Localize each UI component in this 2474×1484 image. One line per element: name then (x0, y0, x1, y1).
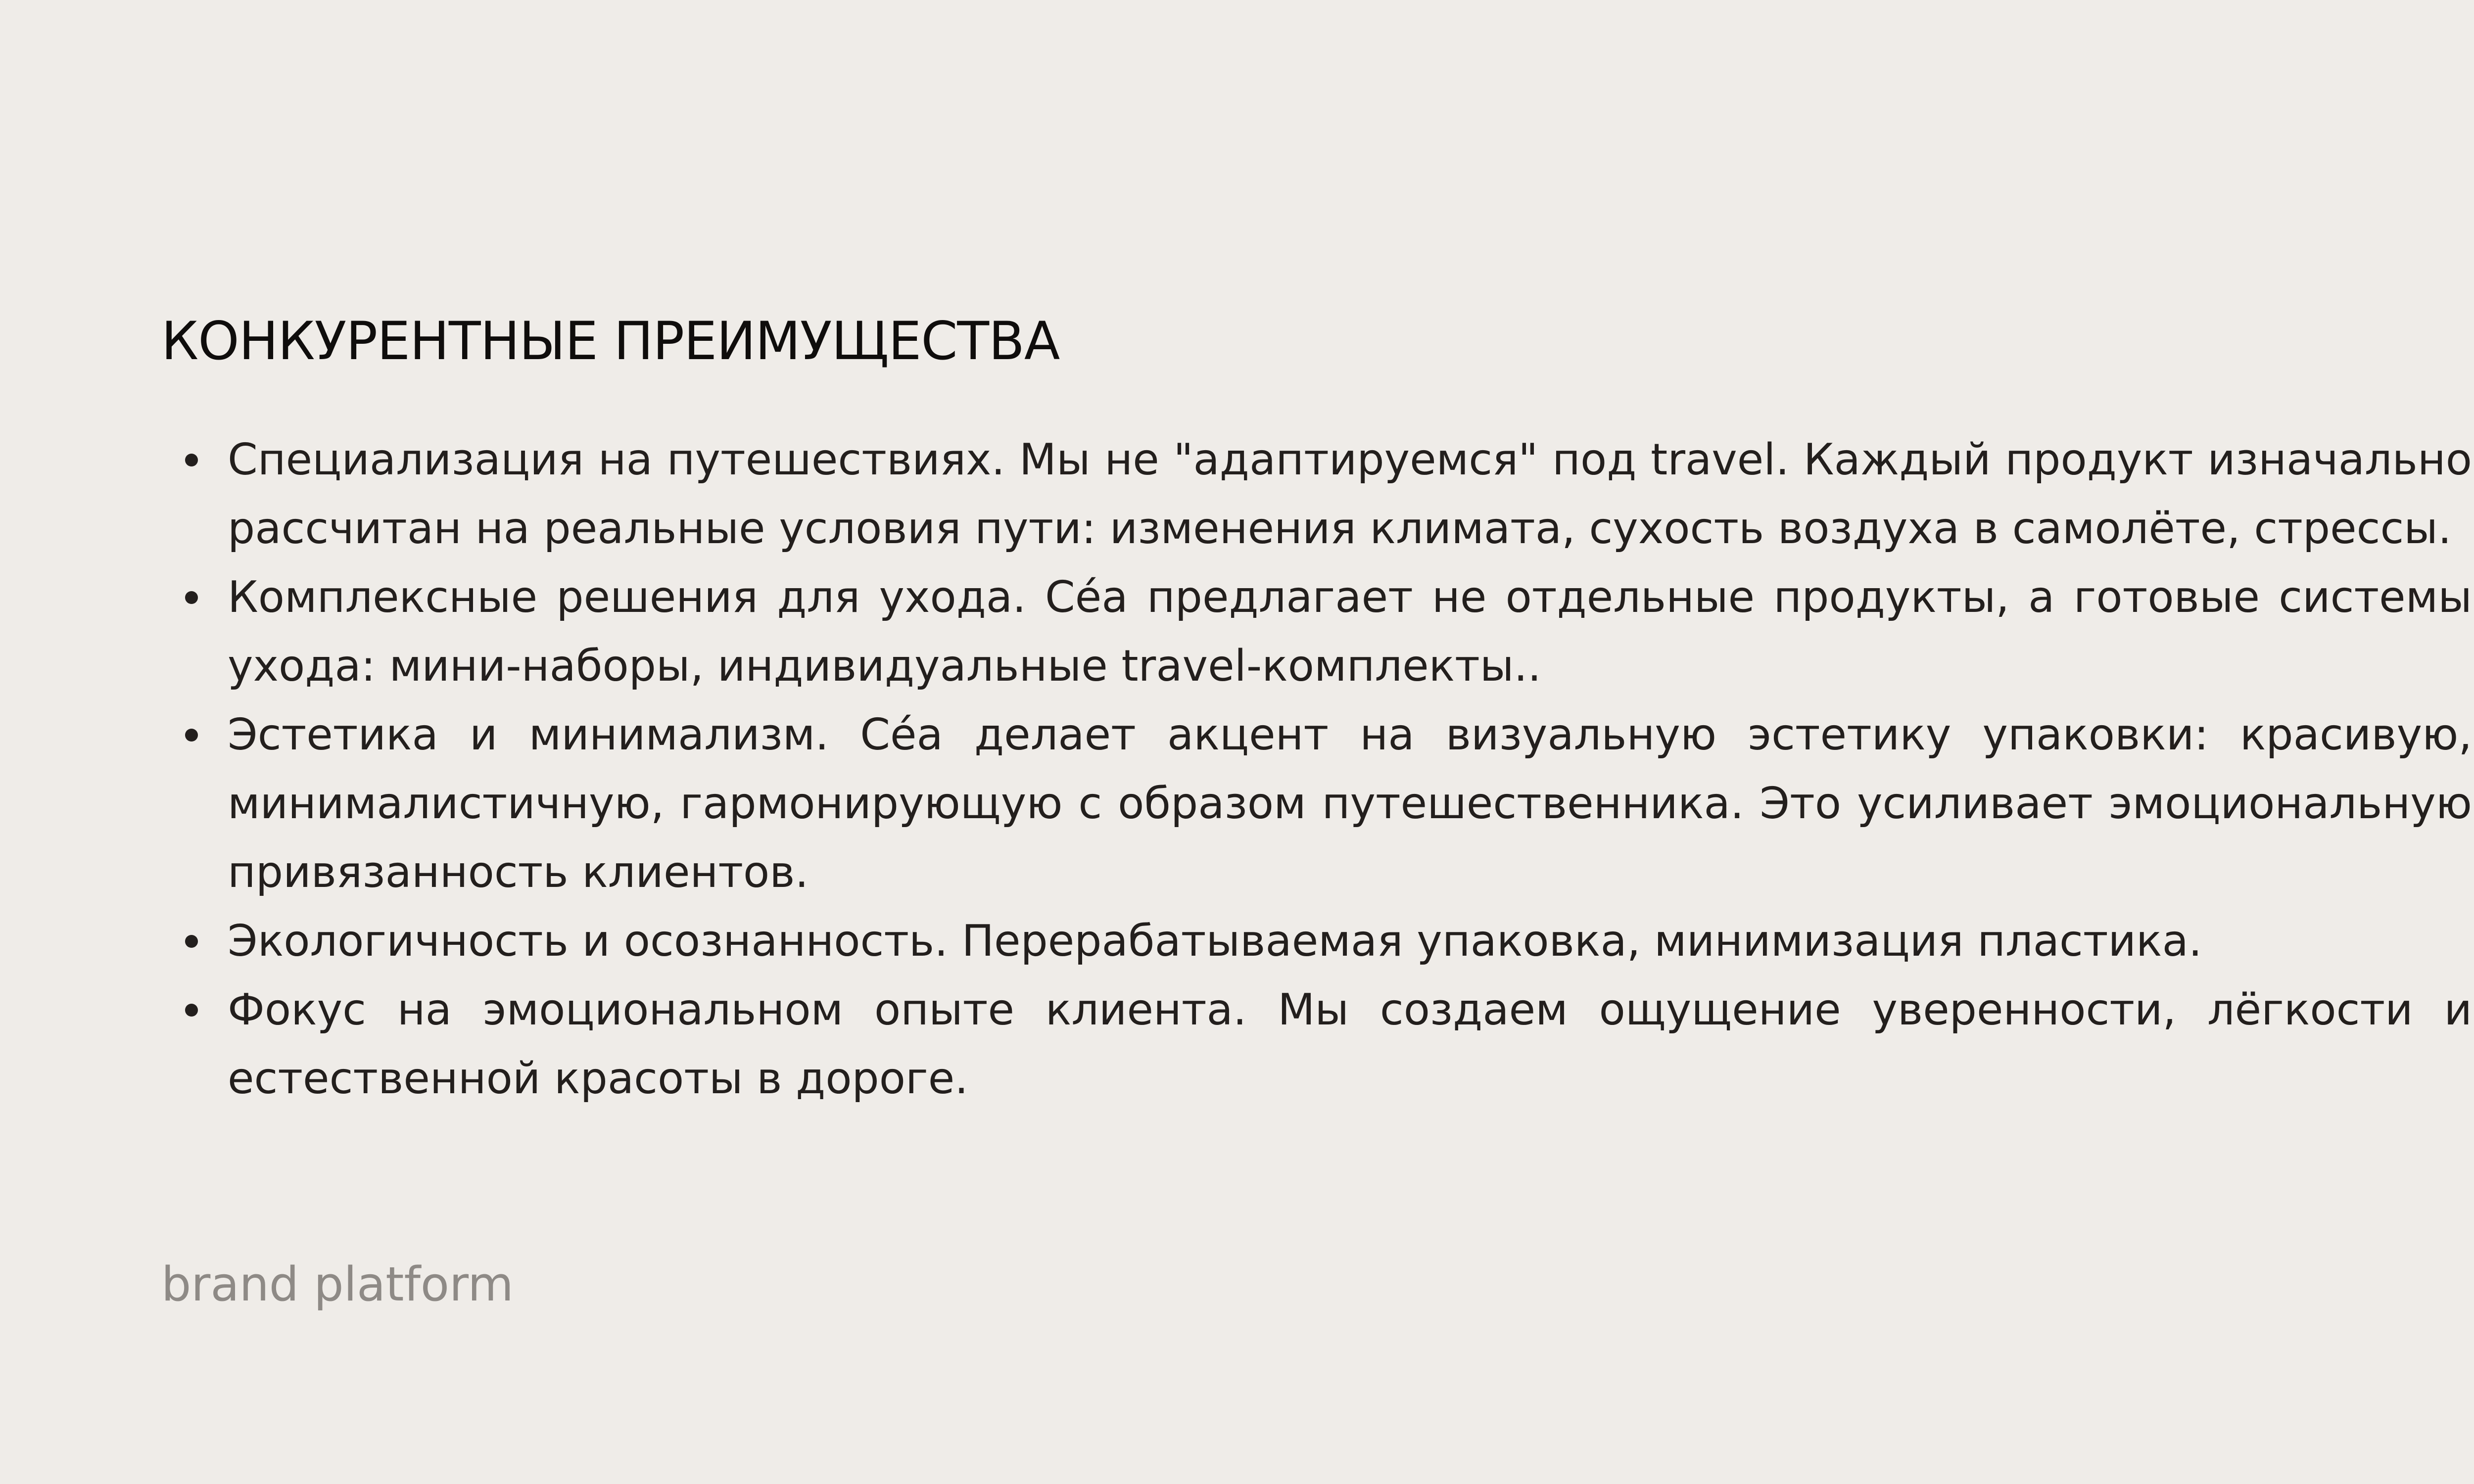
list-item-text: Комплексные решения для ухода. Céa предлагает не отдельные продукты, а готовые системы ухода: мини-наборы, индивидуальные travel-комплекты.. (228, 572, 2472, 691)
list-item (161, 425, 2472, 563)
list-item-text: Специализация на путешествиях. Мы не "адаптируемся" под travel. Каждый продукт изначально рассчитан на реальные условия пути: изменения климата, сухость воздуха в самолёте, стрессы. (228, 434, 2472, 554)
list-item-text: Экологичность и осознанность. Перерабатываемая упаковка, минимизация пластика. (228, 916, 2202, 966)
bullet-icon (185, 454, 198, 466)
bullet-icon (185, 1004, 198, 1017)
list-item (161, 563, 2472, 700)
list-item-text: Эстетика и минимализм. Céa делает акцент на визуальную эстетику упаковки: красивую, минималистичную, гармонирующую с образом путешественника. Это усиливает эмоциональную привязанность клиентов. (228, 709, 2472, 897)
footer-label: brand platform (161, 1257, 514, 1312)
bullet-icon (185, 729, 198, 742)
list-item (161, 907, 2472, 975)
bullet-icon (185, 935, 198, 948)
list-item-text: Фокус на эмоциональном опыте клиента. Мы создаем ощущение уверенности, лёгкости и естественной красоты в дороге. (228, 984, 2472, 1104)
bullet-icon (185, 591, 198, 604)
list-item (161, 700, 2472, 907)
advantages-list (161, 425, 2472, 1113)
page-title: КОНКУРЕНТНЫЕ ПРЕИМУЩЕСТВА (161, 311, 1060, 371)
list-item (161, 975, 2472, 1113)
